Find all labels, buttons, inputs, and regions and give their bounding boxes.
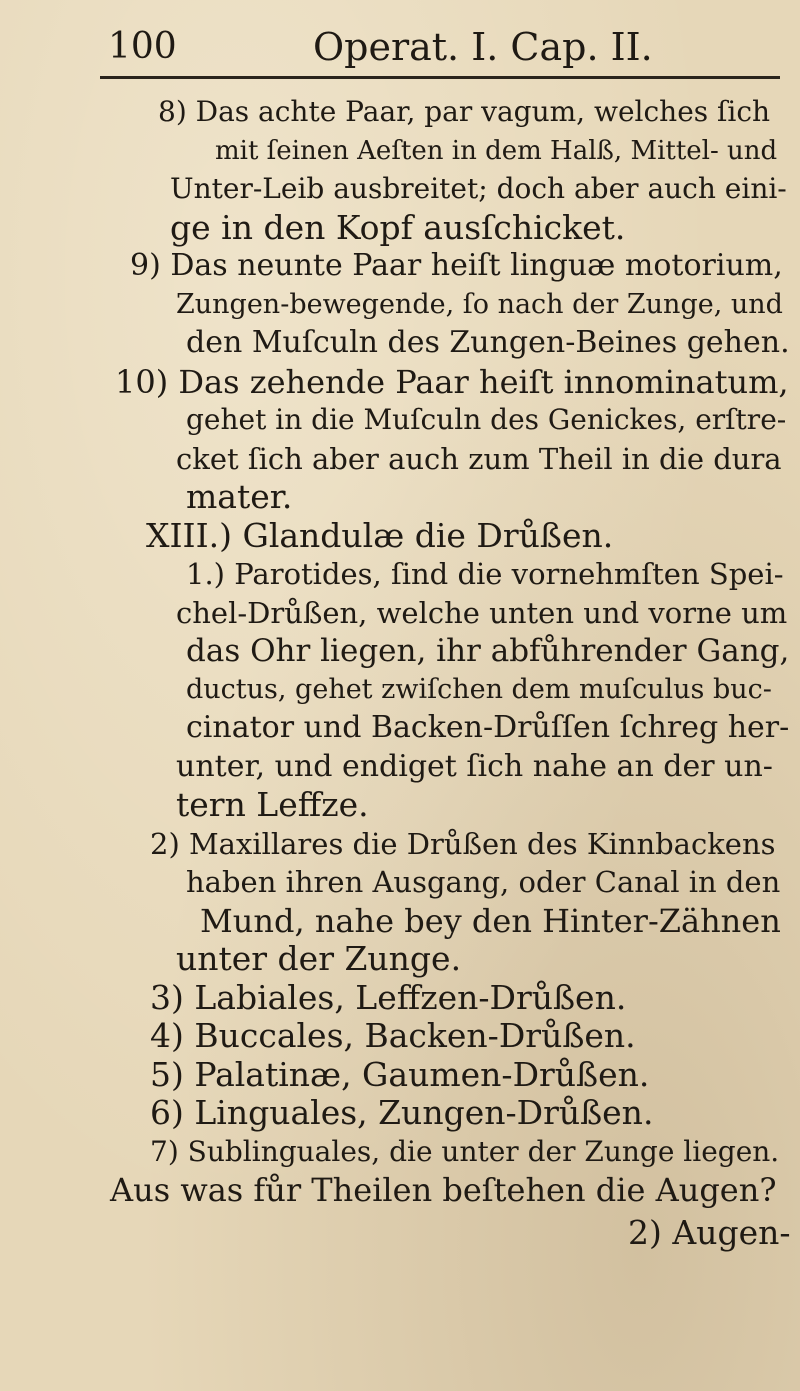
text-line: cinator und Backen-Drůſſen ſchreg her- <box>186 710 790 745</box>
text-line: 9) Das neunte Paar heiſt linguæ motorium, <box>130 248 783 283</box>
text-line: 3) Labiales, Leffzen-Drůßen. <box>150 977 627 1017</box>
text-line: mit ſeinen Aeſten in dem Halß, Mittel- und <box>215 135 778 166</box>
text-line: gehet in die Muſculn des Genickes, erſtre- <box>186 403 787 436</box>
text-line: 1.) Parotides, ſind die vornehmſten Spei- <box>186 557 784 591</box>
text-line: haben ihren Ausgang, oder Canal in den <box>186 865 781 899</box>
question-line: Aus was fůr Theilen beſtehen die Augen? <box>110 1171 777 1209</box>
text-line: chel-Drůßen, welche unten und vorne um <box>176 595 788 630</box>
text-line: unter, und endiget ſich nahe an der un- <box>176 748 773 784</box>
section-heading: XIII.) Glandulæ die Drůßen. <box>146 515 614 555</box>
text-line: tern Leffze. <box>176 785 369 824</box>
header-rule <box>100 76 780 79</box>
text-line: cket ſich aber auch zum Theil in die dura <box>176 441 782 476</box>
text-line: 2) Maxillares die Drůßen des Kinnbackens <box>150 826 776 861</box>
text-line: ductus, gehet zwiſchen dem muſculus buc- <box>186 673 772 705</box>
catchword: 2) Augen- <box>628 1212 791 1252</box>
text-line: mater. <box>186 477 293 516</box>
text-line: Mund, nahe bey den Hinter-Zähnen <box>200 901 781 940</box>
text-line: 6) Linguales, Zungen-Drůßen. <box>150 1093 654 1132</box>
text-line: 5) Palatinæ, Gaumen-Drůßen. <box>150 1054 650 1094</box>
text-line: den Muſculn des Zungen-Beines gehen. <box>186 325 790 360</box>
text-line: Unter-Leib ausbreitet; doch aber auch eini- <box>170 172 787 205</box>
running-head: Operat. I. Cap. II. <box>313 25 653 69</box>
text-line: 7) Sublinguales, die unter der Zunge liegen. <box>150 1134 780 1168</box>
text-line: unter der Zunge. <box>176 939 462 978</box>
text-line: 4) Buccales, Backen-Drůßen. <box>150 1016 636 1055</box>
text-line: 8) Das achte Paar, par vagum, welches ſich <box>158 95 771 128</box>
page-number: 100 <box>108 26 177 67</box>
page-header <box>108 22 768 72</box>
text-line: Zungen-bewegende, ſo nach der Zunge, und <box>176 288 783 320</box>
text-line: 10) Das zehende Paar heiſt innominatum, <box>115 362 789 401</box>
text-line: das Ohr liegen, ihr abfůhrender Gang, <box>186 633 790 669</box>
text-line: ge in den Kopf ausſchicket. <box>170 207 626 247</box>
